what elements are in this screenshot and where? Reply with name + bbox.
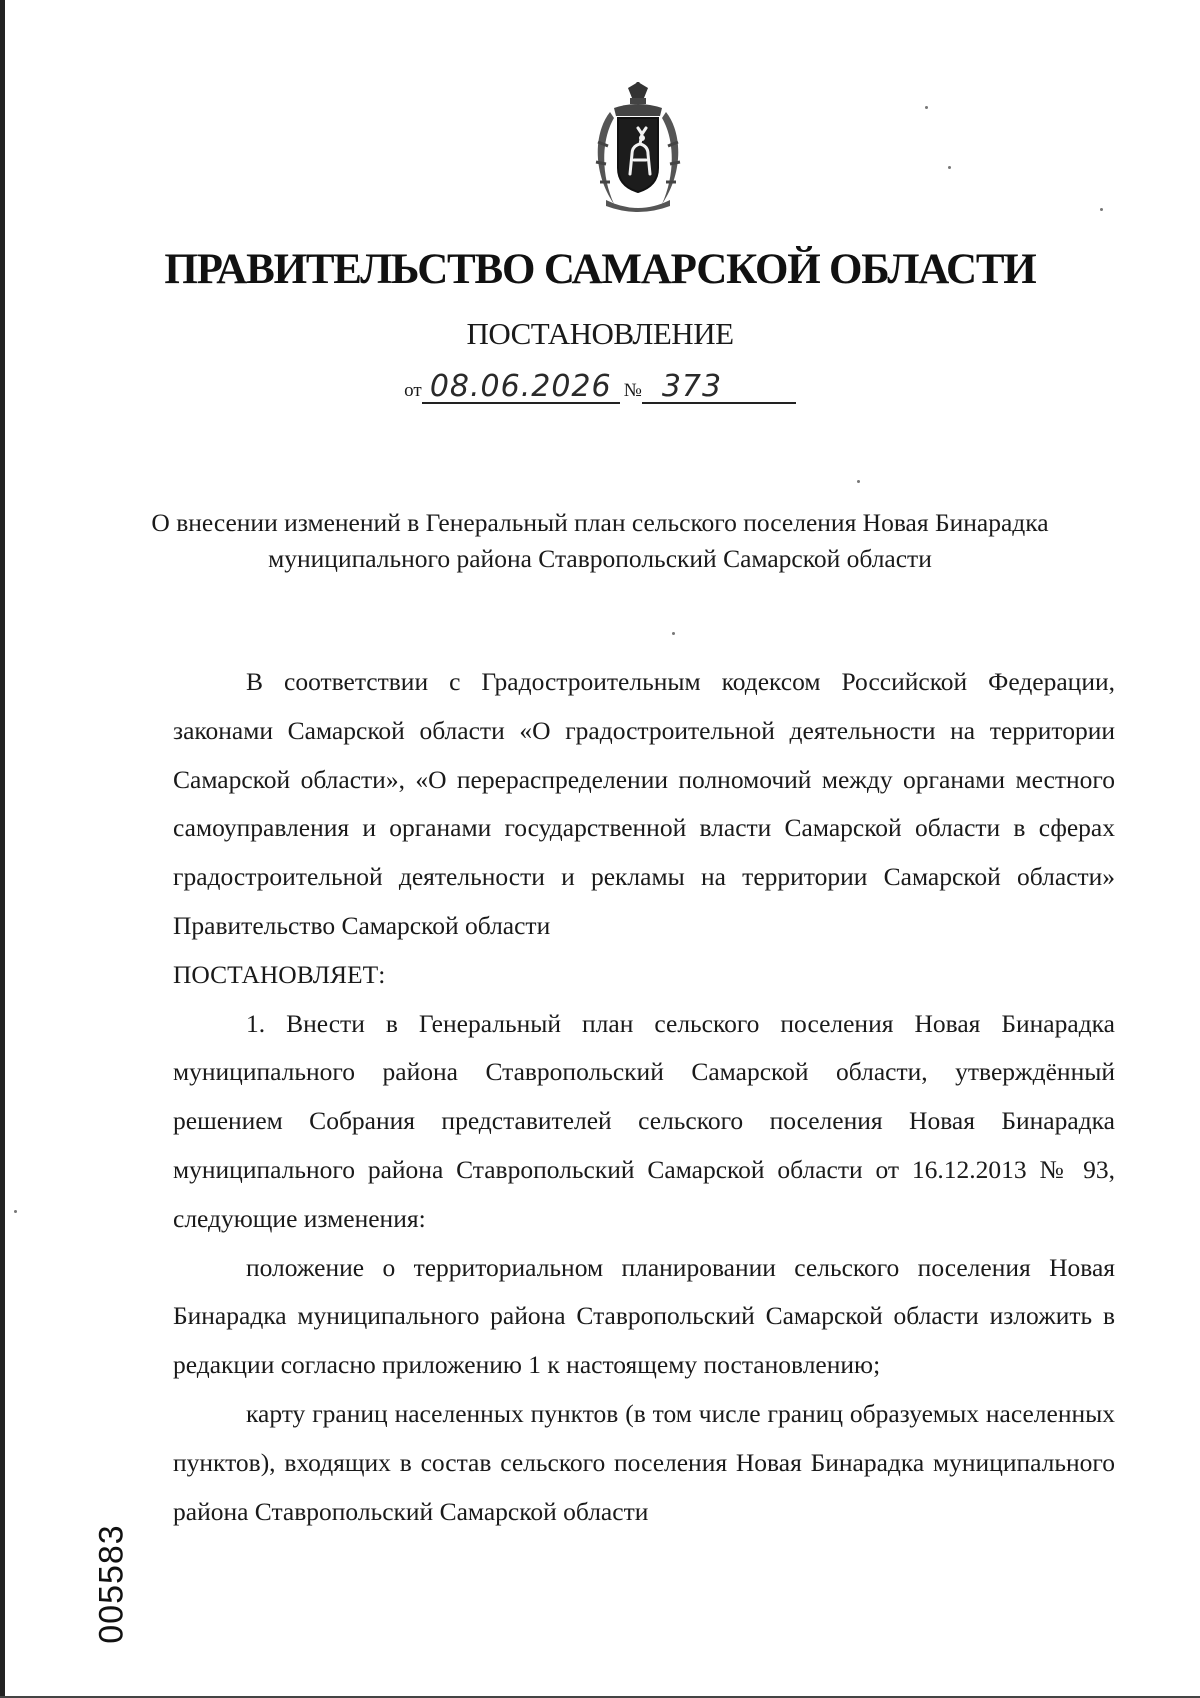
date-prefix: от [404,380,422,401]
scan-speck [1100,208,1103,211]
paragraph-position: положение о территориальном планировании сельского поселения Новая Бинарадка муниципального района Ставропольский Самарской области изложить в редакции согласно приложению 1 к настоящему постановлению; [173,1252,1115,1380]
paragraph-basis: В соответствии с Градостроительным кодексом Российской Федерации, законами Самарской области «О градостроительной деятельности на территории Самарской области», «О перераспределении полномочий между органами местного самоуправления и органами государственной власти Самарской области в сферах градостроительной деятельности и рекламы на территории Самарской области» Правительство Самарской области [173,667,1115,940]
paragraph-map: карту границ населенных пунктов (в том числе границ образуемых населенных пунктов), входящих в состав сельского поселения Новая Бинарадка муниципального района Ставропольский Самарской области [173,1398,1115,1526]
scan-speck [672,632,675,635]
document-body [173,658,1115,1536]
scan-speck [14,1210,17,1213]
margin-stamp-number [92,1524,131,1644]
scan-speck [857,480,860,483]
date-number-line [0,369,1200,412]
document-date: 08.06.2026 [422,372,620,404]
document-number: 373 [642,372,796,404]
margin-stamp-text: 005583 [92,1524,131,1644]
paragraph-resolve: ПОСТАНОВЛЯЕТ: [173,959,386,989]
scan-speck [925,106,928,109]
document-subject: О внесении изменений в Генеральный план сельского поселения Новая Бинарадка муниципального района Ставропольский Самарской области [151,508,1049,573]
scan-speck [948,166,951,169]
paragraph-item-1: 1. Внести в Генеральный план сельского поселения Новая Бинарадка муниципального района Ставропольский Самарской области, утверждённый решением Собрания представителей сельского поселения Новая Бинарадка муниципального района Ставропольский Самарской области от 16.12.2013 № 93, следующие изменения: [173,1008,1115,1233]
authority-title: ПРАВИТЕЛЬСТВО САМАРСКОЙ ОБЛАСТИ [164,246,1036,293]
coat-of-arms-icon [584,82,692,218]
document-type: ПОСТАНОВЛЕНИЕ [466,316,734,351]
number-prefix: № [623,380,642,401]
